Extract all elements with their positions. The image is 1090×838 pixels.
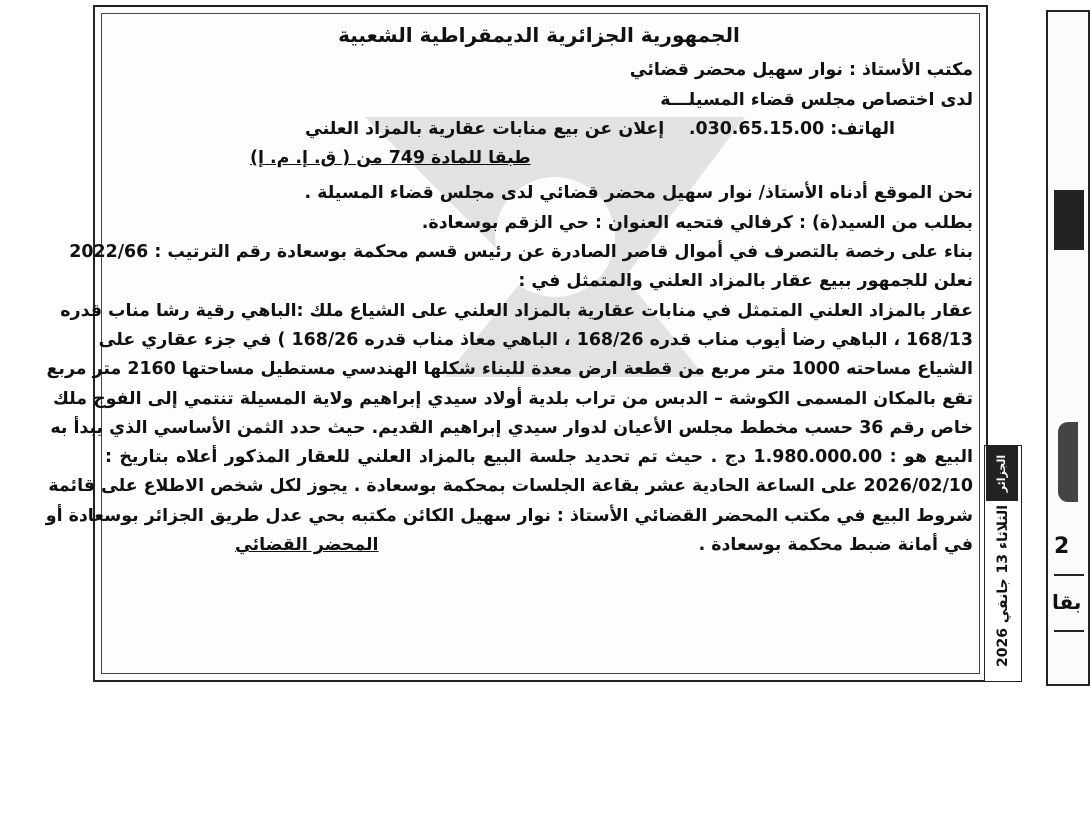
body-line: بطلب من السيد(ة) : كرفالي فتحيه العنوان : حي الزقم بوسعادة. [421,212,973,233]
body-line: عقار بالمزاد العلني المتمثل في منابات عقارية بالمزاد العلني على الشياع ملك :الباهي رقية رشا مناب قدره [60,300,973,321]
neighbor-rule-2 [1054,630,1084,632]
body-line: بناء على رخصة بالتصرف في أموال قاصر الصادرة عن رئيس قسم محكمة بوسعادة رقم الترتيب : 2022/66 [69,242,973,263]
newspaper-logo [986,445,1018,501]
office-line: مكتب الأستاذ : نوار سهيل محضر قضائي [629,60,973,81]
neighbor-clipping [1046,10,1090,686]
closing-row [105,531,973,560]
neighbor-fragment-bottom: بقا [1052,590,1082,614]
body-line: 168/13 ، الباهي رضا أيوب مناب قدره 168/26 ، الباهي معاذ مناب قدره 168/26 ) في جزء عقاري على [98,329,973,350]
publication-date: الثلاثاء 13 جانفي 2026 [995,505,1011,667]
body-line: شروط البيع في مكتب المحضر القضائي الأستاذ : نوار سهيل الكائن مكتبه بحي عدل طريق الجزائر بوسعادة أو [45,505,973,526]
body-line: نحن الموقع أدناه الأستاذ/ نوار سهيل محضر قضائي لدى مجلس قضاء المسيلة . [304,183,973,204]
body-line: خاص رقم 36 حسب مخطط مجلس الأعيان لدوار سيدي إبراهيم القديم. حيث حدد الثمن الأساسي الذي يبدأ به [50,417,973,438]
neighbor-dark-shape [1058,422,1078,502]
phone-announcement-row [105,115,973,144]
neighbor-rule [1054,574,1084,576]
article-reference [250,144,973,173]
neighbor-dark-bar [1054,190,1084,250]
republic-heading: الجمهورية الجزائرية الديمقراطية الشعبية [338,23,740,47]
phone-number: الهاتف: 030.65.15.00. [688,118,895,139]
body-line: الشياع مساحته 1000 متر مربع من قطعة ارض معدة للبناء شكلها الهندسي مستطيل مساحتها 2160 متر مربع [46,359,973,380]
neighbor-fragment-top: 2 [1054,534,1070,559]
announcement-title: إعلان عن بيع منابات عقارية بالمزاد العلني [305,118,665,139]
body-line: 2026/02/10 على الساعة الحادية عشر بقاعة الجلسات بمحكمة بوسعادة . يجوز لكل شخص الاطلاع على قائمة [48,476,973,497]
body-line: نعلن للجمهور ببيع عقار بالمزاد العلني والمتمثل في : [518,271,973,292]
legal-notice-clipping [45,5,988,682]
body-line: البيع هو : 1.980.000.00 دج . حيث تم تحديد جلسة البيع بالمزاد العلني للعقار المذكور أعلاه بتاريخ : [105,447,973,468]
article-text: طبقا للمادة 749 من ( ق. إ. م. إ) [250,148,531,169]
signature: المحضر القضائي [235,535,379,556]
body-line: تقع بالمكان المسمى الكوشة – الدبس من تراب بلدية أولاد سيدي إبراهيم ولاية المسيلة تنتمي إلى الفوج ملك [52,388,973,409]
notice-body [45,21,973,560]
jurisdiction-line: لدى اختصاص مجلس قضاء المسيلـــة [660,89,973,110]
newspaper-logo-text: الجزائر [995,454,1009,492]
closing-line: في أمانة ضبط محكمة بوسعادة . [698,535,973,556]
